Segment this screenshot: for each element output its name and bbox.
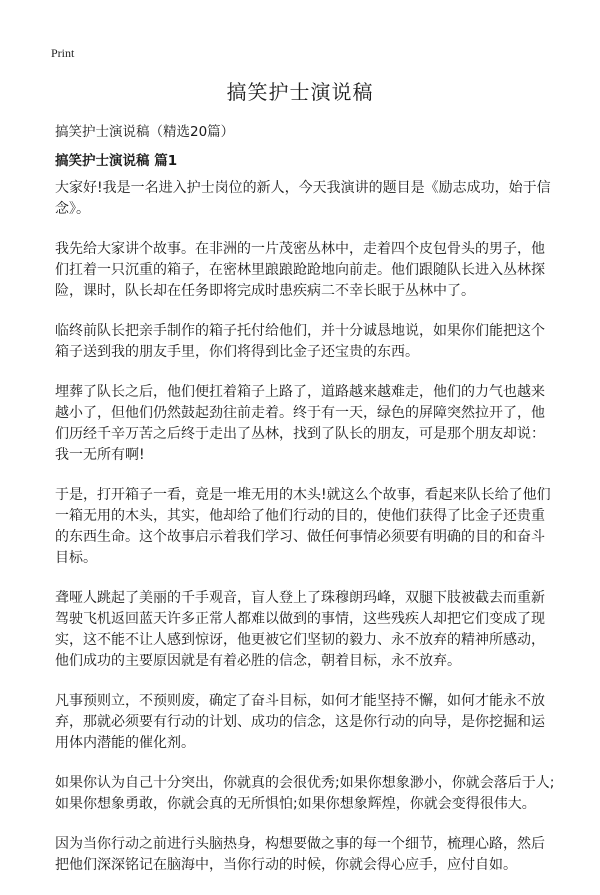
document-subtitle: 搞笑护士演说稿（精选20篇） [55, 124, 235, 140]
print-link[interactable]: Print [51, 46, 75, 60]
paragraph: 我先给大家讲个故事。在非洲的一片茂密丛林中，走着四个皮包骨头的男子，他们扛着一只沉重的箱子，在密林里踉踉跄跄地向前走。他们跟随队长进入丛林探险，课时，队长却在任务即将完成时患疾病二不幸长眠于丛林中了。 [55, 241, 545, 299]
paragraph: 埋葬了队长之后，他们便扛着箱子上路了，道路越来越难走，他们的力气也越来越小了，但他们仍然鼓起劲往前走着。终于有一天，绿色的屏障突然拉开了，他们历经千辛万苦之后终于走出了丛林，找到了队长的朋友，可是那个朋友却说：我一无所有啊! [55, 384, 545, 463]
paragraph: 因为当你行动之前进行头脑热身，构想要做之事的每一个细节，梳理心路，然后把他们深深铭记在脑海中，当你行动的时候，你就会得心应手，应付自如。 [55, 836, 545, 873]
paragraph: 凡事预则立，不预则废，确定了奋斗目标，如何才能坚持不懈，如何才能永不放弃，那就必须要有行动的计划、成功的信念，这是你行动的向导，是你挖掘和运用体内潜能的催化剂。 [55, 693, 545, 751]
paragraph: 聋哑人跳起了美丽的千手观音，盲人登上了珠穆朗玛峰，双腿下肢被截去而重新驾驶飞机返回蓝天许多正常人都难以做到的事情，这些残疾人却把它们变成了现实，这不能不让人感到惊讶，他更被它们坚韧的毅力、永不放弃的精神所感动，他们成功的主要原因就是有着必胜的信念，朝着目标，永不放弃。 [55, 590, 545, 669]
document-title: 搞笑护士演说稿 [226, 80, 374, 104]
paragraph: 于是，打开箱子一看，竟是一堆无用的木头!就这么个故事，看起来队长给了他们一箱无用的木头，其实，他却给了他们行动的目的，使他们获得了比金子还贵重的东西生命。这个故事启示着我们学习、做任何事情必须要有明确的目的和奋斗目标。 [55, 487, 551, 566]
section-heading: 搞笑护士演说稿 篇1 [55, 153, 178, 169]
paragraph: 大家好!我是一名进入护士岗位的新人，今天我演讲的题目是《励志成功，始于信念》。 [55, 180, 551, 217]
paragraph: 临终前队长把亲手制作的箱子托付给他们，并十分诚恳地说，如果你们能把这个箱子送到我的朋友手里，你们将得到比金子还宝贵的东西。 [55, 323, 545, 360]
paragraph: 如果你认为自己十分突出，你就真的会很优秀;如果你想象渺小，你就会落后于人;如果你想象勇敢，你就会真的无所惧怕;如果你想象辉煌，你就会变得很伟大。 [55, 775, 555, 812]
speech-body [55, 178, 555, 895]
